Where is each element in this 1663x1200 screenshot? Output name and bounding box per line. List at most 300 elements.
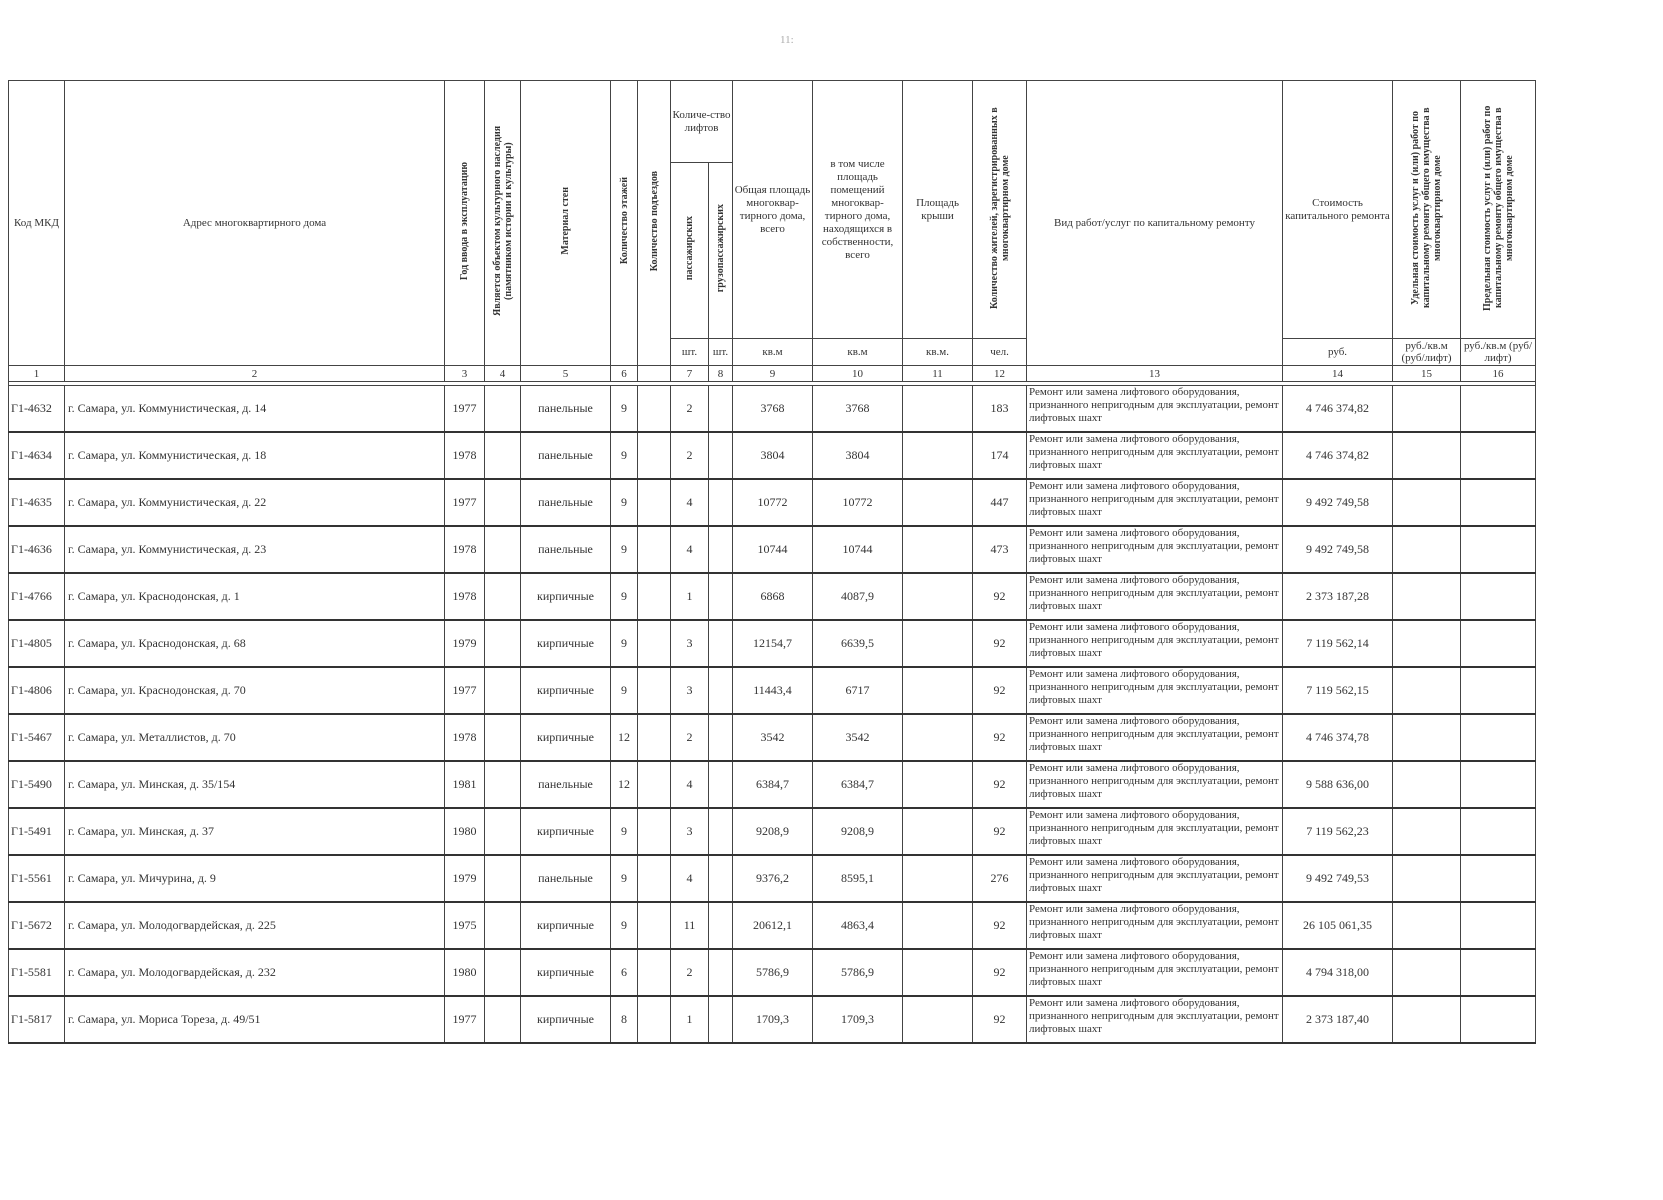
row-address: г. Самара, ул. Коммунистическая, д. 22 xyxy=(65,479,445,526)
table-row xyxy=(9,479,1536,526)
row-cost: 4 746 374,82 xyxy=(1283,386,1393,433)
row-heritage xyxy=(485,432,521,479)
row-work-type: Ремонт или замена лифтового оборудования, признанного непригодным для эксплуатации, ремонт лифтовых шахт xyxy=(1027,949,1283,996)
row-heritage xyxy=(485,808,521,855)
row-residents: 92 xyxy=(973,667,1027,714)
row-entrances xyxy=(638,526,671,573)
column-number: 13 xyxy=(1027,366,1283,382)
row-max-cost xyxy=(1461,996,1536,1043)
column-number: 11 xyxy=(903,366,973,382)
row-residents: 92 xyxy=(973,996,1027,1043)
row-code: Г1-4805 xyxy=(9,620,65,667)
row-address: г. Самара, ул. Краснодонская, д. 68 xyxy=(65,620,445,667)
table-row xyxy=(9,808,1536,855)
row-floors: 9 xyxy=(611,902,638,949)
row-unit-cost xyxy=(1393,808,1461,855)
row-heritage xyxy=(485,761,521,808)
row-year: 1978 xyxy=(445,714,485,761)
row-cargo-lifts xyxy=(709,714,733,761)
row-floors: 9 xyxy=(611,667,638,714)
row-cargo-lifts xyxy=(709,902,733,949)
row-address: г. Самара, ул. Коммунистическая, д. 14 xyxy=(65,386,445,433)
header-code: Код МКД xyxy=(9,81,65,366)
row-cargo-lifts xyxy=(709,479,733,526)
row-passenger-lifts: 2 xyxy=(671,949,709,996)
table-row xyxy=(9,996,1536,1043)
header-wall: Материал стен xyxy=(560,187,571,255)
row-unit-cost xyxy=(1393,902,1461,949)
row-address: г. Самара, ул. Мичурина, д. 9 xyxy=(65,855,445,902)
table-row xyxy=(9,526,1536,573)
row-code: Г1-4636 xyxy=(9,526,65,573)
row-passenger-lifts: 1 xyxy=(671,573,709,620)
row-max-cost xyxy=(1461,714,1536,761)
row-heritage xyxy=(485,620,521,667)
row-year: 1981 xyxy=(445,761,485,808)
row-address: г. Самара, ул. Коммунистическая, д. 23 xyxy=(65,526,445,573)
row-owned-area: 9208,9 xyxy=(813,808,903,855)
row-floors: 8 xyxy=(611,996,638,1043)
row-owned-area: 6717 xyxy=(813,667,903,714)
row-entrances xyxy=(638,386,671,433)
row-floors: 9 xyxy=(611,432,638,479)
row-code: Г1-4634 xyxy=(9,432,65,479)
row-owned-area: 10744 xyxy=(813,526,903,573)
row-owned-area: 1709,3 xyxy=(813,996,903,1043)
row-max-cost xyxy=(1461,808,1536,855)
row-floors: 9 xyxy=(611,855,638,902)
row-cost: 7 119 562,14 xyxy=(1283,620,1393,667)
row-code: Г1-4806 xyxy=(9,667,65,714)
row-address: г. Самара, ул. Мориса Тореза, д. 49/51 xyxy=(65,996,445,1043)
row-year: 1980 xyxy=(445,949,485,996)
row-passenger-lifts: 3 xyxy=(671,667,709,714)
row-work-type: Ремонт или замена лифтового оборудования, признанного непригодным для эксплуатации, ремонт лифтовых шахт xyxy=(1027,902,1283,949)
row-year: 1980 xyxy=(445,808,485,855)
row-unit-cost xyxy=(1393,855,1461,902)
row-code: Г1-5672 xyxy=(9,902,65,949)
row-cargo-lifts xyxy=(709,996,733,1043)
row-owned-area: 3768 xyxy=(813,386,903,433)
row-total-area: 9376,2 xyxy=(733,855,813,902)
row-code: Г1-4635 xyxy=(9,479,65,526)
row-max-cost xyxy=(1461,667,1536,714)
row-passenger-lifts: 3 xyxy=(671,620,709,667)
row-entrances xyxy=(638,714,671,761)
row-cost: 9 492 749,53 xyxy=(1283,855,1393,902)
row-total-area: 12154,7 xyxy=(733,620,813,667)
header-cost: Стоимость капитального ремонта xyxy=(1283,81,1393,339)
row-entrances xyxy=(638,432,671,479)
table-row xyxy=(9,949,1536,996)
row-heritage xyxy=(485,386,521,433)
row-owned-area: 4863,4 xyxy=(813,902,903,949)
row-cargo-lifts xyxy=(709,667,733,714)
row-wall: панельные xyxy=(521,526,611,573)
header-address: Адрес многоквартирного дома xyxy=(65,81,445,366)
row-code: Г1-5561 xyxy=(9,855,65,902)
row-residents: 276 xyxy=(973,855,1027,902)
row-owned-area: 5786,9 xyxy=(813,949,903,996)
row-cost: 7 119 562,15 xyxy=(1283,667,1393,714)
column-number: 4 xyxy=(485,366,521,382)
row-heritage xyxy=(485,996,521,1043)
row-entrances xyxy=(638,996,671,1043)
row-owned-area: 6384,7 xyxy=(813,761,903,808)
table-row xyxy=(9,620,1536,667)
header-cargo: грузопассажирских xyxy=(715,204,726,293)
row-cargo-lifts xyxy=(709,761,733,808)
row-owned-area: 10772 xyxy=(813,479,903,526)
row-residents: 447 xyxy=(973,479,1027,526)
row-total-area: 10744 xyxy=(733,526,813,573)
row-max-cost xyxy=(1461,479,1536,526)
row-floors: 9 xyxy=(611,526,638,573)
row-total-area: 6868 xyxy=(733,573,813,620)
unit-pcs: шт. xyxy=(671,339,709,366)
row-entrances xyxy=(638,855,671,902)
row-heritage xyxy=(485,526,521,573)
row-cargo-lifts xyxy=(709,432,733,479)
table-row xyxy=(9,714,1536,761)
row-total-area: 1709,3 xyxy=(733,996,813,1043)
row-passenger-lifts: 4 xyxy=(671,479,709,526)
row-residents: 92 xyxy=(973,808,1027,855)
row-passenger-lifts: 4 xyxy=(671,761,709,808)
row-address: г. Самара, ул. Минская, д. 37 xyxy=(65,808,445,855)
row-heritage xyxy=(485,902,521,949)
row-passenger-lifts: 4 xyxy=(671,526,709,573)
header-floors: Количество этажей xyxy=(618,177,630,265)
header-heritage: Является объектом культурного наследия (памятником истории и культуры) xyxy=(491,125,514,317)
row-entrances xyxy=(638,902,671,949)
row-max-cost xyxy=(1461,902,1536,949)
row-cost: 4 746 374,78 xyxy=(1283,714,1393,761)
row-cargo-lifts xyxy=(709,386,733,433)
header-owned-area: в том числе площадь помещений многоквар-тирного дома, находящихся в собственности, всего xyxy=(813,81,903,339)
unit-rub: руб. xyxy=(1283,339,1393,366)
header-year: Год ввода в эксплуатацию xyxy=(459,161,470,281)
row-unit-cost xyxy=(1393,620,1461,667)
row-wall: панельные xyxy=(521,761,611,808)
row-wall: панельные xyxy=(521,479,611,526)
column-number: 3 xyxy=(445,366,485,382)
row-max-cost xyxy=(1461,526,1536,573)
row-entrances xyxy=(638,949,671,996)
row-cost: 2 373 187,28 xyxy=(1283,573,1393,620)
row-cost: 9 492 749,58 xyxy=(1283,479,1393,526)
row-floors: 9 xyxy=(611,573,638,620)
row-roof-area xyxy=(903,996,973,1043)
unit-people: чел. xyxy=(973,339,1027,366)
row-work-type: Ремонт или замена лифтового оборудования, признанного непригодным для эксплуатации, ремонт лифтовых шахт xyxy=(1027,761,1283,808)
row-cost: 4 794 318,00 xyxy=(1283,949,1393,996)
column-number: 5 xyxy=(521,366,611,382)
row-wall: кирпичные xyxy=(521,996,611,1043)
row-wall: кирпичные xyxy=(521,667,611,714)
row-entrances xyxy=(638,761,671,808)
row-total-area: 3542 xyxy=(733,714,813,761)
row-work-type: Ремонт или замена лифтового оборудования, признанного непригодным для эксплуатации, ремонт лифтовых шахт xyxy=(1027,432,1283,479)
row-year: 1978 xyxy=(445,573,485,620)
row-residents: 174 xyxy=(973,432,1027,479)
row-total-area: 20612,1 xyxy=(733,902,813,949)
row-wall: кирпичные xyxy=(521,573,611,620)
row-year: 1979 xyxy=(445,855,485,902)
row-passenger-lifts: 11 xyxy=(671,902,709,949)
row-address: г. Самара, ул. Краснодонская, д. 70 xyxy=(65,667,445,714)
row-entrances xyxy=(638,620,671,667)
column-number xyxy=(638,366,671,382)
row-roof-area xyxy=(903,573,973,620)
row-cargo-lifts xyxy=(709,808,733,855)
row-wall: кирпичные xyxy=(521,714,611,761)
row-work-type: Ремонт или замена лифтового оборудования, признанного непригодным для эксплуатации, ремонт лифтовых шахт xyxy=(1027,667,1283,714)
column-number: 14 xyxy=(1283,366,1393,382)
row-residents: 92 xyxy=(973,573,1027,620)
row-cargo-lifts xyxy=(709,855,733,902)
unit-rub-sqm: руб./кв.м (руб/лифт) xyxy=(1393,339,1461,366)
table-body xyxy=(9,386,1536,1044)
row-floors: 12 xyxy=(611,714,638,761)
row-wall: кирпичные xyxy=(521,949,611,996)
row-heritage xyxy=(485,949,521,996)
row-wall: кирпичные xyxy=(521,808,611,855)
row-address: г. Самара, ул. Коммунистическая, д. 18 xyxy=(65,432,445,479)
row-year: 1978 xyxy=(445,526,485,573)
table-row xyxy=(9,386,1536,433)
row-passenger-lifts: 4 xyxy=(671,855,709,902)
header-roof-area: Площадь крыши xyxy=(903,81,973,339)
column-number: 9 xyxy=(733,366,813,382)
row-work-type: Ремонт или замена лифтового оборудования, признанного непригодным для эксплуатации, ремонт лифтовых шахт xyxy=(1027,573,1283,620)
row-wall: кирпичные xyxy=(521,902,611,949)
row-residents: 473 xyxy=(973,526,1027,573)
column-numbers-row xyxy=(9,366,1536,382)
row-roof-area xyxy=(903,902,973,949)
row-cargo-lifts xyxy=(709,526,733,573)
row-code: Г1-5491 xyxy=(9,808,65,855)
column-number: 16 xyxy=(1461,366,1536,382)
row-heritage xyxy=(485,667,521,714)
row-max-cost xyxy=(1461,432,1536,479)
row-roof-area xyxy=(903,714,973,761)
row-cost: 7 119 562,23 xyxy=(1283,808,1393,855)
row-code: Г1-4766 xyxy=(9,573,65,620)
row-passenger-lifts: 2 xyxy=(671,714,709,761)
header-lifts: Количе-ство лифтов xyxy=(671,81,733,163)
unit-rub-sqm: руб./кв.м (руб/лифт) xyxy=(1461,339,1536,366)
row-heritage xyxy=(485,573,521,620)
row-code: Г1-4632 xyxy=(9,386,65,433)
header-max-cost: Предельная стоимость услуг и (или) работ по капитальному ремонту общего имущества в многоквартирном доме xyxy=(1481,104,1515,311)
row-floors: 9 xyxy=(611,479,638,526)
row-code: Г1-5817 xyxy=(9,996,65,1043)
column-number: 10 xyxy=(813,366,903,382)
column-number: 1 xyxy=(9,366,65,382)
row-work-type: Ремонт или замена лифтового оборудования, признанного непригодным для эксплуатации, ремонт лифтовых шахт xyxy=(1027,479,1283,526)
row-cost: 4 746 374,82 xyxy=(1283,432,1393,479)
row-owned-area: 3542 xyxy=(813,714,903,761)
row-unit-cost xyxy=(1393,432,1461,479)
row-address: г. Самара, ул. Молодогвардейская, д. 232 xyxy=(65,949,445,996)
row-total-area: 11443,4 xyxy=(733,667,813,714)
row-wall: кирпичные xyxy=(521,620,611,667)
row-roof-area xyxy=(903,667,973,714)
row-owned-area: 4087,9 xyxy=(813,573,903,620)
header-residents: Количество жителей, зарегистрированных в многоквартирном доме xyxy=(988,106,1011,309)
row-roof-area xyxy=(903,808,973,855)
row-total-area: 3768 xyxy=(733,386,813,433)
row-code: Г1-5467 xyxy=(9,714,65,761)
row-entrances xyxy=(638,667,671,714)
row-total-area: 9208,9 xyxy=(733,808,813,855)
row-cargo-lifts xyxy=(709,573,733,620)
row-floors: 12 xyxy=(611,761,638,808)
row-owned-area: 8595,1 xyxy=(813,855,903,902)
row-owned-area: 3804 xyxy=(813,432,903,479)
row-floors: 9 xyxy=(611,620,638,667)
row-roof-area xyxy=(903,855,973,902)
row-residents: 92 xyxy=(973,902,1027,949)
row-roof-area xyxy=(903,761,973,808)
row-floors: 9 xyxy=(611,808,638,855)
row-passenger-lifts: 2 xyxy=(671,432,709,479)
row-cost: 26 105 061,35 xyxy=(1283,902,1393,949)
column-number: 15 xyxy=(1393,366,1461,382)
row-residents: 92 xyxy=(973,620,1027,667)
row-year: 1977 xyxy=(445,386,485,433)
row-entrances xyxy=(638,479,671,526)
row-passenger-lifts: 3 xyxy=(671,808,709,855)
column-number: 6 xyxy=(611,366,638,382)
row-total-area: 10772 xyxy=(733,479,813,526)
row-unit-cost xyxy=(1393,996,1461,1043)
row-cost: 9 492 749,58 xyxy=(1283,526,1393,573)
row-wall: панельные xyxy=(521,855,611,902)
row-heritage xyxy=(485,479,521,526)
row-work-type: Ремонт или замена лифтового оборудования, признанного непригодным для эксплуатации, ремонт лифтовых шахт xyxy=(1027,808,1283,855)
header-unit-cost: Удельная стоимость услуг и (или) работ по капитальному ремонту общего имущества в многоквартирном доме xyxy=(1410,107,1444,308)
row-entrances xyxy=(638,573,671,620)
row-roof-area xyxy=(903,386,973,433)
table-row xyxy=(9,761,1536,808)
row-year: 1978 xyxy=(445,432,485,479)
row-year: 1977 xyxy=(445,479,485,526)
row-work-type: Ремонт или замена лифтового оборудования, признанного непригодным для эксплуатации, ремонт лифтовых шахт xyxy=(1027,620,1283,667)
row-work-type: Ремонт или замена лифтового оборудования, признанного непригодным для эксплуатации, ремонт лифтовых шахт xyxy=(1027,996,1283,1043)
row-max-cost xyxy=(1461,573,1536,620)
row-work-type: Ремонт или замена лифтового оборудования, признанного непригодным для эксплуатации, ремонт лифтовых шахт xyxy=(1027,526,1283,573)
row-heritage xyxy=(485,714,521,761)
row-roof-area xyxy=(903,479,973,526)
table-row xyxy=(9,432,1536,479)
row-address: г. Самара, ул. Краснодонская, д. 1 xyxy=(65,573,445,620)
row-work-type: Ремонт или замена лифтового оборудования, признанного непригодным для эксплуатации, ремонт лифтовых шахт xyxy=(1027,714,1283,761)
row-floors: 9 xyxy=(611,386,638,433)
column-number: 7 xyxy=(671,366,709,382)
row-unit-cost xyxy=(1393,949,1461,996)
column-number: 2 xyxy=(65,366,445,382)
row-cargo-lifts xyxy=(709,949,733,996)
row-wall: панельные xyxy=(521,432,611,479)
unit-sqm: кв.м. xyxy=(903,339,973,366)
row-owned-area: 6639,5 xyxy=(813,620,903,667)
row-unit-cost xyxy=(1393,573,1461,620)
row-unit-cost xyxy=(1393,526,1461,573)
row-roof-area xyxy=(903,432,973,479)
row-work-type: Ремонт или замена лифтового оборудования, признанного непригодным для эксплуатации, ремонт лифтовых шахт xyxy=(1027,386,1283,433)
column-number: 12 xyxy=(973,366,1027,382)
table-row xyxy=(9,902,1536,949)
row-total-area: 3804 xyxy=(733,432,813,479)
row-work-type: Ремонт или замена лифтового оборудования, признанного непригодным для эксплуатации, ремонт лифтовых шахт xyxy=(1027,855,1283,902)
row-max-cost xyxy=(1461,386,1536,433)
row-year: 1977 xyxy=(445,667,485,714)
row-residents: 183 xyxy=(973,386,1027,433)
header-passenger: пассажирских xyxy=(684,216,695,281)
row-code: Г1-5490 xyxy=(9,761,65,808)
row-address: г. Самара, ул. Молодогвардейская, д. 225 xyxy=(65,902,445,949)
row-residents: 92 xyxy=(973,761,1027,808)
row-wall: панельные xyxy=(521,386,611,433)
row-heritage xyxy=(485,855,521,902)
page-number: 11: xyxy=(780,34,794,46)
row-cost: 9 588 636,00 xyxy=(1283,761,1393,808)
row-address: г. Самара, ул. Минская, д. 35/154 xyxy=(65,761,445,808)
header-entrances: Количество подъездов xyxy=(648,170,660,272)
table-row xyxy=(9,573,1536,620)
row-roof-area xyxy=(903,526,973,573)
unit-pcs: шт. xyxy=(709,339,733,366)
row-max-cost xyxy=(1461,855,1536,902)
row-unit-cost xyxy=(1393,479,1461,526)
row-max-cost xyxy=(1461,761,1536,808)
row-floors: 6 xyxy=(611,949,638,996)
row-code: Г1-5581 xyxy=(9,949,65,996)
header-total-area: Общая площадь многоквар-тирного дома, всего xyxy=(733,81,813,339)
row-address: г. Самара, ул. Металлистов, д. 70 xyxy=(65,714,445,761)
row-year: 1975 xyxy=(445,902,485,949)
row-year: 1979 xyxy=(445,620,485,667)
row-roof-area xyxy=(903,620,973,667)
column-number: 8 xyxy=(709,366,733,382)
table-row xyxy=(9,855,1536,902)
row-max-cost xyxy=(1461,949,1536,996)
row-max-cost xyxy=(1461,620,1536,667)
row-unit-cost xyxy=(1393,714,1461,761)
row-cargo-lifts xyxy=(709,620,733,667)
header-work-type: Вид работ/услуг по капитальному ремонту xyxy=(1027,81,1283,366)
row-residents: 92 xyxy=(973,949,1027,996)
row-total-area: 5786,9 xyxy=(733,949,813,996)
row-unit-cost xyxy=(1393,761,1461,808)
unit-sqm: кв.м xyxy=(813,339,903,366)
row-unit-cost xyxy=(1393,386,1461,433)
row-roof-area xyxy=(903,949,973,996)
capital-repair-table xyxy=(8,80,1536,1044)
row-unit-cost xyxy=(1393,667,1461,714)
row-cost: 2 373 187,40 xyxy=(1283,996,1393,1043)
row-year: 1977 xyxy=(445,996,485,1043)
row-residents: 92 xyxy=(973,714,1027,761)
row-passenger-lifts: 1 xyxy=(671,996,709,1043)
row-entrances xyxy=(638,808,671,855)
row-passenger-lifts: 2 xyxy=(671,386,709,433)
table-row xyxy=(9,667,1536,714)
unit-sqm: кв.м xyxy=(733,339,813,366)
row-total-area: 6384,7 xyxy=(733,761,813,808)
